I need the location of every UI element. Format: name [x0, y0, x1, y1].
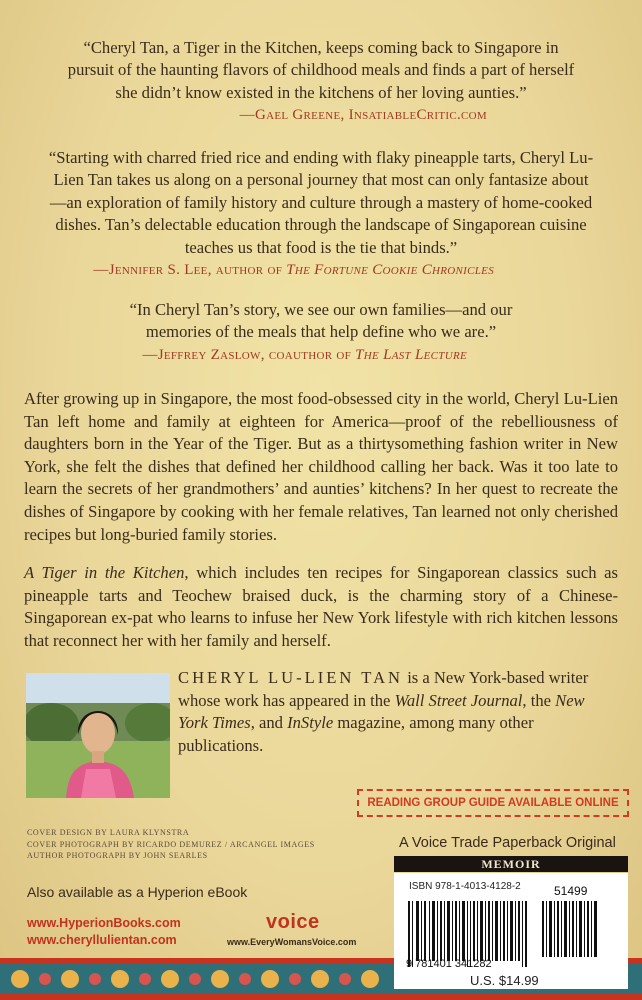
hyperion-link[interactable]: www.HyperionBooks.com [27, 916, 181, 930]
blurb-jennifer-lee [0, 147, 642, 281]
edition-label: A Voice Trade Paperback Original [399, 835, 616, 851]
reading-group-guide-badge: READING GROUP GUIDE AVAILABLE ONLINE [357, 789, 629, 817]
author-photo [26, 673, 170, 798]
blurb-attribution: —Jeffrey Zaslow, coauthor of The Last Lecture [142, 346, 467, 363]
credit-line: COVER DESIGN BY LAURA KLYNSTRA [27, 828, 190, 837]
book-title: A Tiger in the Kitchen [24, 563, 185, 582]
blurb-text: “In Cheryl Tan’s story, we see our own families—and our memories of the meals that help define who we are.” [129, 300, 513, 342]
author-bio: CHERYL LU-LIEN TAN is a New York-based writer whose work has appeared in the Wall Street Journal, the New York Times, and InStyle magazine, among many other publications. [178, 668, 589, 755]
isbn: ISBN 978-1-4013-4128-2 [409, 881, 521, 892]
credit-line: AUTHOR PHOTOGRAPH BY JOHN SEARLES [27, 851, 208, 860]
blurb-gael-greene [0, 37, 642, 127]
blurb-text: “Starting with charred fried rice and ending with flaky pineapple tarts, Cheryl Lu-Lien Tan takes us along on a personal journey that most can only fantasize about—an exploration of family history and culture through a mastery of home-cooked dishes. Tan’s delectable education through the landscape of Singaporean cuisine teaches us that food is the tie that binds.” [48, 148, 594, 257]
category-label: MEMOIR [394, 856, 628, 872]
price: U.S. $14.99 [470, 973, 539, 988]
publisher-urls [27, 915, 181, 949]
ebook-notice: Also available as a Hyperion eBook [27, 884, 248, 900]
price-code: 51499 [554, 884, 588, 898]
voice-url[interactable]: www.EveryWomansVoice.com [227, 937, 357, 947]
blurb-attribution: —Jennifer S. Lee, author of The Fortune Cookie Chronicles [93, 262, 494, 279]
blurb-jeffrey-zaslow [0, 299, 642, 366]
credit-line: COVER PHOTOGRAPH BY RICARDO DEMUREZ / ARCANGEL IMAGES [27, 839, 315, 849]
voice-logo: voice [266, 911, 320, 933]
author-name: CHERYL LU-LIEN TAN [178, 668, 404, 687]
description-paragraph-2: A Tiger in the Kitchen, which includes ten recipes for Singaporean classics such as pineapple tarts and Teochew braised duck, is the charming story of a Chinese-Singaporean ex-pat who learns to infuse her New York lifestyle with rich kitchen lessons that reconnect her with her family and herself. [24, 563, 618, 650]
author-site-link[interactable]: www.cheryllulientan.com [27, 933, 177, 947]
blurb-text: “Cheryl Tan, a Tiger in the Kitchen, keeps coming back to Singapore in pursuit of the haunting flavors of childhood meals and finds a part of herself she didn’t know existed in the kitchens of her loving aunties.” [67, 38, 575, 102]
description-paragraph-1: After growing up in Singapore, the most food-obsessed city in the world, Cheryl Lu-Lien Tan left home and family at eighteen for America—proof of the rebelliousness of daughters born in the Year of the Tiger. But as a thirtysomething fashion writer in New York, she felt the dishes that defined her childhood calling her back. Was it too late to learn the secrets of her grandmothers’ and aunties’ kitchens? In her quest to recreate the dishes of Singapore by cooking with her female relatives, Tan learned not only cherished recipes but long-buried family stories. [24, 389, 618, 544]
cover-credits [27, 827, 315, 862]
barcode-number: 9 781401 341282 [406, 958, 492, 970]
blurb-attribution: —Gael Greene, InsatiableCritic.com [239, 107, 487, 124]
